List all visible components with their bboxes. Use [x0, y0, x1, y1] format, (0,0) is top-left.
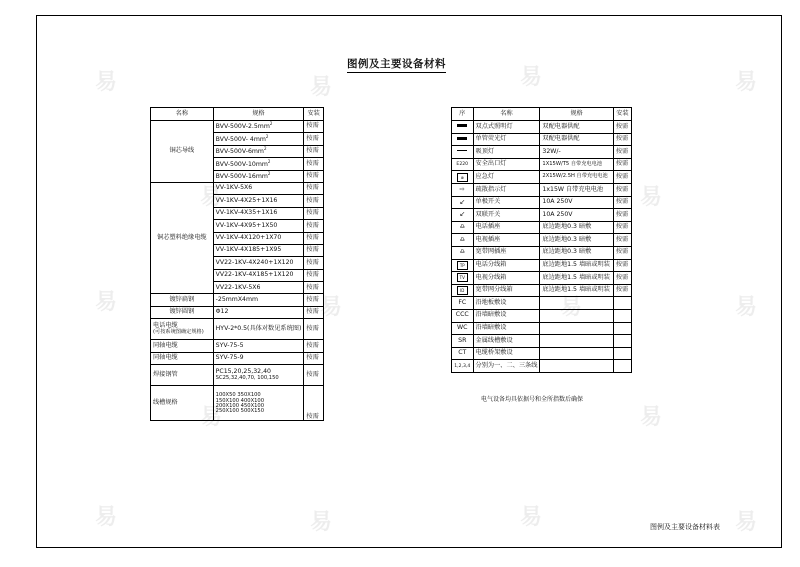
watermark-glyph: 易	[640, 405, 663, 430]
legend-symbol	[452, 209, 474, 222]
install-method: 按需	[304, 121, 324, 133]
legend-spec	[540, 360, 613, 373]
spec-line: SYV-75-9	[215, 354, 244, 362]
header-install: 安装	[304, 108, 324, 121]
legend-name: 单极开关	[473, 196, 540, 209]
material-spec	[213, 182, 304, 194]
material-spec	[213, 170, 304, 182]
legend-name: 双联开关	[473, 209, 540, 222]
legend-symbol	[452, 183, 474, 196]
install-method: 按需	[304, 269, 324, 281]
legend-spec	[540, 309, 613, 322]
legend-name: 电话分线箱	[473, 259, 540, 272]
install-method: 按需	[304, 170, 324, 182]
watermark-glyph: 易	[95, 290, 118, 315]
spec-text: VV22-1KV-4X240+1X120	[215, 258, 294, 266]
table-row	[452, 171, 632, 184]
watermark-glyph: 易	[640, 185, 663, 210]
watermark-glyph: 易	[560, 295, 583, 320]
table-row	[452, 234, 632, 247]
table-row	[452, 284, 632, 297]
legend-symbol	[452, 272, 474, 285]
spec-line: HYV-2*0.5(具体对数见系统图)	[215, 325, 302, 332]
install-method: 按需	[304, 306, 324, 318]
material-spec	[213, 232, 304, 244]
material-spec	[213, 220, 304, 232]
legend-symbol	[452, 221, 474, 234]
spec-text: VV22-1KV-5X6	[215, 283, 261, 291]
table-row	[151, 319, 324, 340]
symbol-code: ⇨	[459, 185, 465, 193]
spec-line: 200X100 450X100	[215, 403, 265, 410]
watermark-glyph: 易	[320, 295, 343, 320]
spec-superscript: 2	[267, 170, 271, 176]
legend-install: 按需	[613, 121, 631, 134]
legend-install: 按需	[613, 196, 631, 209]
switch-icon: ↙	[459, 197, 466, 206]
material-name-line: 同轴电缆	[153, 341, 178, 349]
install-method: 按需	[304, 158, 324, 170]
watermark-glyph: 易	[310, 510, 333, 535]
spec-line: 150X100 400X100	[215, 397, 265, 404]
legend-name: 沿地板敷设	[473, 297, 540, 310]
table-row	[452, 133, 632, 146]
material-name-line: 线槽规格	[153, 398, 178, 406]
material-name	[151, 352, 214, 364]
table-row	[151, 352, 324, 364]
title-block-label: 图例及主要设备材料表	[650, 523, 720, 531]
switch-icon: ↙	[459, 210, 466, 219]
spec-text: -25mmX4mm	[215, 295, 259, 303]
watermark-glyph: 易	[200, 405, 223, 430]
legend-name: 安全出口灯	[473, 158, 540, 171]
material-spec	[213, 306, 304, 318]
legend-symbol	[452, 146, 474, 159]
table-header-row	[151, 108, 324, 121]
ceiling-lamp-icon	[457, 150, 467, 151]
legend-symbol	[452, 158, 474, 171]
install-method: 按需	[304, 220, 324, 232]
legend-name: 沿墙暗敷设	[473, 322, 540, 335]
legend-install	[613, 347, 631, 360]
watermark-glyph: 易	[735, 70, 758, 95]
symbol-code: 1,2,3,4	[454, 363, 471, 369]
watermark-glyph: 易	[310, 75, 333, 100]
legend-spec: 2X15W/2.5H 自带充电电池	[540, 171, 613, 184]
material-spec	[213, 319, 304, 340]
header-seq: 序	[452, 108, 474, 121]
distribution-box-icon: ⊗	[457, 173, 468, 182]
legend-symbol	[452, 234, 474, 247]
material-name	[151, 340, 214, 352]
legend-symbol	[452, 196, 474, 209]
legend-name: 双点式照明灯	[473, 121, 540, 134]
spec-text: BVV-500V-2.5mm	[215, 123, 270, 131]
legend-name: 应急灯	[473, 171, 540, 184]
spec-text: VV-1KV-4X120+1X70	[215, 233, 282, 241]
legend-spec	[540, 297, 613, 310]
install-method: 按需	[304, 145, 324, 157]
legend-name: 单管荧光灯	[473, 133, 540, 146]
legend-spec: 双配电器供配	[540, 133, 613, 146]
legend-name: 宽带网插座	[473, 246, 540, 259]
legend-install	[613, 297, 631, 310]
table-header-row	[452, 108, 632, 121]
legend-symbol	[452, 171, 474, 184]
legend-name: 电视插座	[473, 234, 540, 247]
drawing-frame	[36, 15, 782, 548]
legend-spec: 底边距地0.3 暗敷	[540, 234, 613, 247]
legend-spec	[540, 322, 613, 335]
table-row	[452, 322, 632, 335]
legend-name: 电视分线箱	[473, 272, 540, 285]
spec-line: PC15,20,25,32,40	[215, 368, 271, 376]
install-method: 按需	[304, 340, 324, 352]
legend-install: 按需	[613, 183, 631, 196]
legend-spec: 底边距地0.3 暗敷	[540, 246, 613, 259]
table-row	[151, 365, 324, 386]
table-row	[452, 259, 632, 272]
symbol-code: WC	[457, 324, 468, 332]
spec-line: SC25,32,40,70, 100,150	[215, 374, 279, 381]
install-method: 按需	[304, 207, 324, 219]
install-method: 按需	[304, 365, 324, 386]
spec-text: VV-1KV-4X35+1X16	[215, 209, 278, 217]
legend-install: 按需	[613, 133, 631, 146]
material-spec	[213, 365, 304, 386]
header-spec: 规格	[540, 108, 613, 121]
legend-install: 按需	[613, 272, 631, 285]
symbol-code: CT	[458, 349, 467, 357]
material-spec	[213, 352, 304, 364]
distribution-box-icon: TV	[457, 273, 468, 282]
spec-line: SYV-75-5	[215, 341, 244, 349]
table-row	[452, 297, 632, 310]
spec-line: 250X100 500X150	[215, 408, 265, 415]
table-row	[452, 272, 632, 285]
legend-install	[613, 335, 631, 348]
material-name: 铜芯导线	[151, 121, 214, 183]
watermark-glyph: 易	[200, 185, 223, 210]
legend-spec: 底边距地1.5 墙暗或明装	[540, 259, 613, 272]
symbol-code: SR	[458, 336, 467, 344]
spec-text: VV-1KV-4X95+1X50	[215, 221, 278, 229]
legend-name: 电话插座	[473, 221, 540, 234]
legend-spec: 底边距地0.3 暗敷	[540, 221, 613, 234]
distribution-box-icon: TP	[457, 261, 468, 270]
header-name: 名称	[151, 108, 214, 121]
install-method: 按需	[304, 282, 324, 294]
material-spec	[213, 158, 304, 170]
table-row	[452, 121, 632, 134]
cable-table-body	[151, 121, 324, 421]
legend-install	[613, 360, 631, 373]
legend-spec: 10A 250V	[540, 196, 613, 209]
material-name	[151, 365, 214, 386]
legend-spec: 10A 250V	[540, 209, 613, 222]
spec-text: BVV-500V-6mm	[215, 148, 264, 156]
spec-text: BVV-500V-10mm	[215, 160, 268, 168]
watermark-glyph: 易	[95, 70, 118, 95]
install-method: 按需	[304, 244, 324, 256]
table-row	[151, 294, 324, 306]
legend-name: 沿墙暗敷设	[473, 309, 540, 322]
header-install: 安装	[613, 108, 631, 121]
legend-symbol	[452, 297, 474, 310]
material-spec	[213, 282, 304, 294]
symbol-code: CCC	[455, 311, 469, 319]
material-name: 镀锌圆钢	[151, 306, 214, 318]
spec-text: VV-1KV-4X25+1X16	[215, 196, 278, 204]
material-spec	[213, 257, 304, 269]
legend-name: 吸顶灯	[473, 146, 540, 159]
header-spec: 规格	[213, 108, 304, 121]
install-method: 按需	[304, 133, 324, 145]
legend-symbol	[452, 322, 474, 335]
spec-text: BVV-500V-16mm	[215, 173, 268, 181]
table-row	[452, 246, 632, 259]
spec-text: Φ12	[215, 308, 229, 316]
legend-spec: 底边距地1.5 墙暗或明装	[540, 272, 613, 285]
legend-install: 按需	[613, 234, 631, 247]
material-spec	[213, 294, 304, 306]
material-spec	[213, 133, 304, 145]
install-method: 按需	[304, 232, 324, 244]
table-row	[452, 335, 632, 348]
legend-install: 按需	[613, 146, 631, 159]
spec-superscript: 2	[267, 158, 271, 164]
material-spec	[213, 121, 304, 133]
legend-symbol	[452, 284, 474, 297]
spec-text: VV-1KV-5X6	[215, 184, 253, 192]
legend-spec: 1X15W/T5 自带充电电池	[540, 158, 613, 171]
spec-text: BVV-500V- 4mm	[215, 135, 266, 143]
socket-icon: ♎	[459, 235, 465, 243]
legend-install	[613, 309, 631, 322]
table-row	[151, 306, 324, 318]
legend-spec	[540, 335, 613, 348]
legend-install	[613, 322, 631, 335]
install-method: 按需	[304, 386, 324, 421]
legend-spec: 1x15W 自带充电电池	[540, 183, 613, 196]
legend-install: 按需	[613, 158, 631, 171]
legend-name: 金属线槽敷设	[473, 335, 540, 348]
table-row	[452, 209, 632, 222]
socket-icon: ♎	[459, 223, 465, 231]
material-spec	[213, 145, 304, 157]
spec-text: VV-1KV-4X185+1X95	[215, 246, 282, 254]
legend-symbol	[452, 259, 474, 272]
sheet-title: 图例及主要设备材料	[347, 56, 446, 73]
legend-spec: 32W/-	[540, 146, 613, 159]
table-row	[452, 360, 632, 373]
table-row	[452, 347, 632, 360]
material-name-note: (可按系统图确定规格)	[153, 328, 204, 335]
material-spec	[213, 244, 304, 256]
legend-name: 电缆桥架敷设	[473, 347, 540, 360]
spec-superscript: 2	[265, 133, 269, 139]
legend-install: 按需	[613, 209, 631, 222]
legend-name: 疏散指示灯	[473, 183, 540, 196]
fluorescent-lamp-icon	[457, 137, 467, 140]
legend-symbol	[452, 309, 474, 322]
watermark-glyph: 易	[520, 505, 543, 530]
table-row	[452, 309, 632, 322]
install-method: 按需	[304, 294, 324, 306]
legend-symbol	[452, 335, 474, 348]
table-row	[151, 182, 324, 194]
watermark-glyph: 易	[95, 505, 118, 530]
legend-name: 分别为一、二、三条线	[473, 360, 540, 373]
spec-superscript: 2	[269, 121, 273, 127]
socket-icon: ♎	[459, 248, 465, 256]
legend-spec: 双配电器供配	[540, 121, 613, 134]
legend-symbol	[452, 133, 474, 146]
symbol-code: E220	[456, 162, 469, 168]
legend-install: 按需	[613, 221, 631, 234]
spec-text: VV22-1KV-4X185+1X120	[215, 271, 294, 279]
install-method: 按需	[304, 182, 324, 194]
material-spec	[213, 386, 304, 421]
legend-name: 宽带网分线箱	[473, 284, 540, 297]
cable-material-table	[150, 107, 324, 421]
legend-symbol	[452, 246, 474, 259]
material-spec	[213, 269, 304, 281]
legend-symbol	[452, 121, 474, 134]
legend-symbol-table	[451, 107, 632, 373]
material-name-line: 焊接钢管	[153, 370, 178, 378]
watermark-glyph: 易	[735, 295, 758, 320]
material-name	[151, 386, 214, 421]
material-name-line: 同轴电缆	[153, 354, 178, 362]
legend-spec: 底边距地1.5 墙暗或明装	[540, 284, 613, 297]
legend-symbol	[452, 347, 474, 360]
material-name: 铜芯塑料绝缘电缆	[151, 182, 214, 294]
material-spec	[213, 195, 304, 207]
material-spec	[213, 340, 304, 352]
table-row	[151, 121, 324, 133]
distribution-box-icon: ID	[457, 286, 468, 295]
spec-line: 100X50 350X100	[215, 392, 261, 399]
table-row	[151, 386, 324, 421]
header-name: 名称	[473, 108, 540, 121]
install-method: 按需	[304, 195, 324, 207]
fluorescent-lamp-icon	[457, 124, 467, 127]
install-method: 按需	[304, 352, 324, 364]
legend-spec	[540, 347, 613, 360]
legend-table-body	[452, 121, 632, 373]
material-name: 镀锌扁钢	[151, 294, 214, 306]
legend-install: 按需	[613, 246, 631, 259]
table-row	[452, 183, 632, 196]
table-row	[452, 158, 632, 171]
material-spec	[213, 207, 304, 219]
legend-install: 按需	[613, 284, 631, 297]
table-row	[452, 221, 632, 234]
material-name	[151, 319, 214, 340]
table-row	[151, 340, 324, 352]
table-row	[452, 196, 632, 209]
material-name-line: 电话电缆	[153, 322, 178, 330]
table-note: 电气设备均具依据号和全所指数后确保	[481, 396, 584, 403]
table-row	[452, 146, 632, 159]
legend-symbol	[452, 360, 474, 373]
legend-install: 按需	[613, 259, 631, 272]
watermark-glyph: 易	[520, 65, 543, 90]
watermark-glyph: 易	[735, 510, 758, 535]
spec-superscript: 2	[263, 146, 267, 152]
legend-install: 按需	[613, 171, 631, 184]
install-method: 按需	[304, 257, 324, 269]
symbol-code: FC	[458, 298, 467, 306]
install-method: 按需	[304, 319, 324, 340]
